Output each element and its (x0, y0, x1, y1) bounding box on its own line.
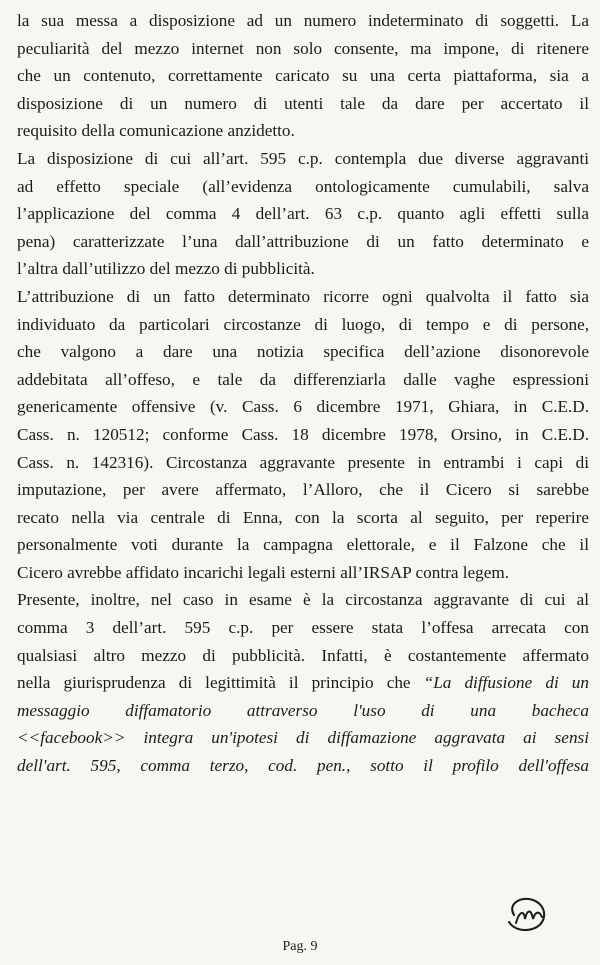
text-line: imputazione, per avere affermato, l’Alloro, che il Cicero si sarebbe (17, 480, 589, 500)
paragraph-4 (17, 586, 589, 779)
quotation-line: <<facebook>> integra un'ipotesi di diffamazione aggravata ai sensi (17, 728, 589, 748)
handwritten-initials (500, 888, 556, 936)
text-segment: nella giurisprudenza di legittimità il principio che (17, 673, 424, 693)
text-line: requisito della comunicazione anzidetto. (17, 121, 295, 141)
text-line: disposizione di un numero di utenti tale da dare per accertato il (17, 93, 589, 113)
text-line: pena) caratterizzate l’una dall’attribuzione di un fatto determinato e (17, 231, 589, 251)
paragraph-3 (17, 283, 589, 587)
text-line: peculiarità del mezzo internet non solo consente, ma impone, di ritenere (17, 38, 589, 58)
text-line: La disposizione di cui all’art. 595 c.p. contempla due diverse aggravanti (17, 148, 589, 168)
quotation-start: “La diffusione di un (423, 673, 589, 693)
text-line: l’altra dall’utilizzo del mezzo di pubblicità. (17, 259, 315, 279)
text-line: L’attribuzione di un fatto determinato ricorre ogni qualvolta il fatto sia (17, 286, 589, 306)
text-line: recato nella via centrale di Enna, con la scorta al seguito, per reperire (17, 507, 589, 527)
text-line: Cass. n. 142316). Circostanza aggravante presente in entrambi i capi di (17, 452, 589, 472)
text-line: Presente, inoltre, nel caso in esame è la circostanza aggravante di cui al (17, 590, 589, 610)
text-line: personalmente voti durante la campagna elettorale, e il Falzone che il (17, 535, 589, 555)
paragraph-1 (17, 7, 589, 145)
text-line: individuato da particolari circostanze di luogo, di tempo e di persone, (17, 314, 589, 334)
page-number: Pag. 9 (282, 939, 318, 954)
text-line: l’applicazione del comma 4 dell’art. 63 c.p. quanto agli effetti sulla (17, 204, 589, 224)
text-line: Cicero avrebbe affidato incarichi legali esterni all’IRSAP contra legem. (17, 562, 510, 582)
text-line: qualsiasi altro mezzo di pubblicità. Infatti, è costantemente affermato (17, 645, 589, 665)
text-line: che un contenuto, correttamente caricato su una certa piattaforma, sia a (17, 66, 589, 86)
text-line: Cass. n. 120512; conforme Cass. 18 dicembre 1978, Orsino, in C.E.D. (17, 424, 589, 444)
text-line: ad effetto speciale (all’evidenza ontologicamente cumulabili, salva (17, 176, 589, 196)
quotation-line: dell'art. 595, comma terzo, cod. pen., sotto il profilo dell'offesa (17, 756, 589, 776)
text-line: genericamente offensive (v. Cass. 6 dicembre 1971, Ghiara, in C.E.D. (17, 397, 589, 417)
text-line: la sua messa a disposizione ad un numero indeterminato di soggetti. La (17, 11, 589, 30)
paragraph-2 (17, 145, 589, 283)
text-line: comma 3 dell’art. 595 c.p. per essere stata l’offesa arrecata con (17, 618, 589, 638)
text-line: che valgono a dare una notizia specifica dell’azione disonorevole (17, 342, 589, 362)
text-line: addebitata all’offeso, e tale da differenziarla dalle vaghe espressioni (17, 369, 589, 389)
body-text (17, 7, 589, 780)
mixed-text-line (17, 669, 589, 697)
quotation-line: messaggio diffamatorio attraverso l'uso di una bacheca (17, 700, 589, 720)
